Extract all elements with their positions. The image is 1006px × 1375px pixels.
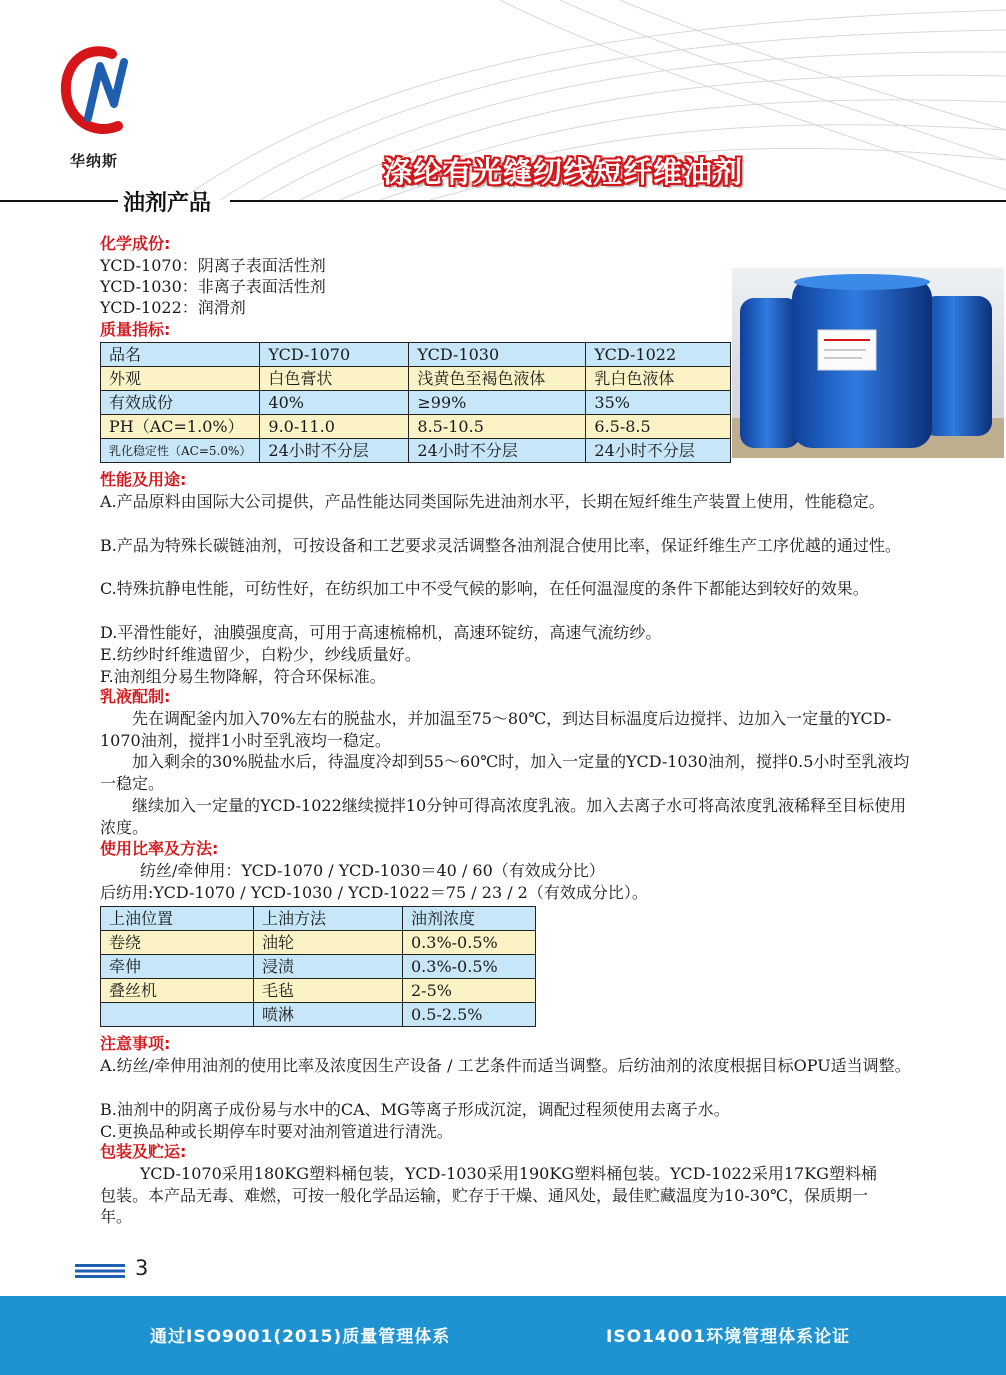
page-number: 3 (135, 1256, 149, 1280)
emulsion-paragraph: 加入剩余的30%脱盐水后，待温度冷却到55～60℃时，加入一定量的YCD-1030油剂，搅拌0.5小时至乳液均一稳定。 (100, 752, 910, 793)
table-cell: 40% (260, 391, 409, 415)
table-cell: 乳白色液体 (586, 367, 731, 391)
quality-table (100, 342, 731, 463)
table-row (101, 343, 731, 367)
table-row (101, 1003, 536, 1027)
table-row (101, 439, 731, 463)
table-cell: 白色膏状 (260, 367, 409, 391)
usage-line: 后纺用:YCD-1070 / YCD-1030 / YCD-1022＝75 / 23 / 2（有效成分比）。 (100, 883, 648, 902)
notes-item: A.纺丝/牵伸用油剂的使用比率及浓度因生产设备 / 工艺条件而适当调整。后纺油剂的浓度根据目标OPU适当调整。 (100, 1056, 911, 1075)
table-cell: 品名 (101, 343, 260, 367)
emulsion-heading: 乳液配制: (100, 687, 171, 706)
table-cell: 9.0-11.0 (260, 415, 409, 439)
table-cell: 牵伸 (101, 955, 254, 979)
performance-item: D.平滑性能好，油膜强度高，可用于高速梳棉机，高速环锭纺，高速气流纺纱。 (100, 623, 662, 642)
composition-item: YCD-1070：阴离子表面活性剂 (100, 256, 326, 275)
footer-bar (0, 1296, 1006, 1375)
packaging-paragraph: YCD-1070采用180KG塑料桶包装，YCD-1030采用190KG塑料桶包装。YCD-1022采用17KG塑料桶包装。本产品无毒、难燃，可按一般化学品运输，贮存于干燥、通风处，最佳贮藏温度为10-30℃，保质期一年。 (100, 1164, 877, 1226)
performance-item: E.纺纱时纤维遗留少，白粉少，纱线质量好。 (100, 645, 421, 664)
table-cell: 35% (586, 391, 731, 415)
page-title: 涤纶有光缝纫线短纤维油剂 (383, 155, 744, 189)
performance-item: B.产品为特殊长碳链油剂，可按设备和工艺要求灵活调整各油剂混合使用比率，保证纤维生产工序优越的通过性。 (100, 536, 901, 555)
table-cell: YCD-1030 (409, 343, 586, 367)
table-cell: YCD-1022 (586, 343, 731, 367)
emulsion-paragraph: 先在调配釜内加入70%左右的脱盐水，并加温至75～80℃，到达目标温度后边搅拌、边加入一定量的YCD-1070油剂，搅拌1小时至乳液均一稳定。 (100, 709, 892, 750)
usage-table (100, 906, 536, 1027)
table-row (101, 415, 731, 439)
notes-heading: 注意事项: (100, 1034, 171, 1053)
footer-cert-iso9001: 通过ISO9001(2015)质量管理体系 (150, 1327, 451, 1347)
composition-item: YCD-1022：润滑剂 (100, 298, 246, 317)
table-cell: 2-5% (403, 979, 536, 1003)
page-number-bars-icon (75, 1264, 125, 1278)
table-row (101, 367, 731, 391)
table-cell (101, 1003, 254, 1027)
usage-line: 纺丝/牵伸用：YCD-1070 / YCD-1030＝40 / 60（有效成分比） (140, 861, 605, 880)
table-cell: 0.3%-0.5% (403, 931, 536, 955)
logo-text: 华纳斯 (70, 152, 119, 170)
table-cell: 浸渍 (254, 955, 403, 979)
table-cell: 叠丝机 (101, 979, 254, 1003)
table-cell: 上油方法 (254, 907, 403, 931)
table-cell: 8.5-10.5 (409, 415, 586, 439)
notes-item: C.更换品种或长期停车时要对油剂管道进行清洗。 (100, 1122, 453, 1141)
footer-cert-iso14001: ISO14001环境管理体系论证 (606, 1327, 851, 1347)
table-cell: 24小时不分层 (260, 439, 409, 463)
table-row (101, 979, 536, 1003)
table-cell: 喷淋 (254, 1003, 403, 1027)
table-row (101, 391, 731, 415)
table-cell: YCD-1070 (260, 343, 409, 367)
table-cell: 卷绕 (101, 931, 254, 955)
performance-item: A.产品原料由国际大公司提供，产品性能达同类国际先进油剂水平，长期在短纤维生产装置上使用，性能稳定。 (100, 492, 885, 511)
quality-heading: 质量指标: (100, 320, 171, 339)
table-cell: 有效成份 (101, 391, 260, 415)
section-rule-left (0, 200, 118, 202)
table-cell: ≥99% (409, 391, 586, 415)
table-cell: 0.3%-0.5% (403, 955, 536, 979)
company-logo-icon (58, 40, 142, 140)
table-cell: 6.5-8.5 (586, 415, 731, 439)
table-cell: 24小时不分层 (586, 439, 731, 463)
table-row (101, 907, 536, 931)
table-cell: 油剂浓度 (403, 907, 536, 931)
usage-heading: 使用比率及方法: (100, 839, 219, 858)
table-cell: 油轮 (254, 931, 403, 955)
notes-item: B.油剂中的阴离子成份易与水中的CA、MG等离子形成沉淀，调配过程须使用去离子水。 (100, 1100, 730, 1119)
table-cell: 0.5-2.5% (403, 1003, 536, 1027)
table-row (101, 931, 536, 955)
composition-heading: 化学成份: (100, 234, 171, 253)
section-heading: 油剂产品 (123, 190, 212, 216)
performance-heading: 性能及用途: (100, 470, 187, 489)
table-cell: 浅黄色至褐色液体 (409, 367, 586, 391)
composition-item: YCD-1030：非离子表面活性剂 (100, 277, 326, 296)
performance-item: C.特殊抗静电性能，可纺性好，在纺织加工中不受气候的影响，在任何温湿度的条件下都能达到较好的效果。 (100, 579, 869, 598)
table-cell: 外观 (101, 367, 260, 391)
packaging-heading: 包装及贮运: (100, 1142, 187, 1161)
emulsion-paragraph: 继续加入一定量的YCD-1022继续搅拌10分钟可得高浓度乳液。加入去离子水可将高浓度乳液稀释至目标使用浓度。 (100, 796, 907, 837)
table-cell: PH（AC=1.0%） (101, 415, 260, 439)
table-cell: 乳化稳定性（AC=5.0%） (101, 439, 260, 463)
product-drums-photo (732, 268, 1004, 458)
section-rule-right (230, 200, 1006, 202)
table-cell: 上油位置 (101, 907, 254, 931)
table-row (101, 955, 536, 979)
table-cell: 毛毡 (254, 979, 403, 1003)
table-cell: 24小时不分层 (409, 439, 586, 463)
performance-item: F.油剂组分易生物降解，符合环保标准。 (100, 667, 386, 686)
